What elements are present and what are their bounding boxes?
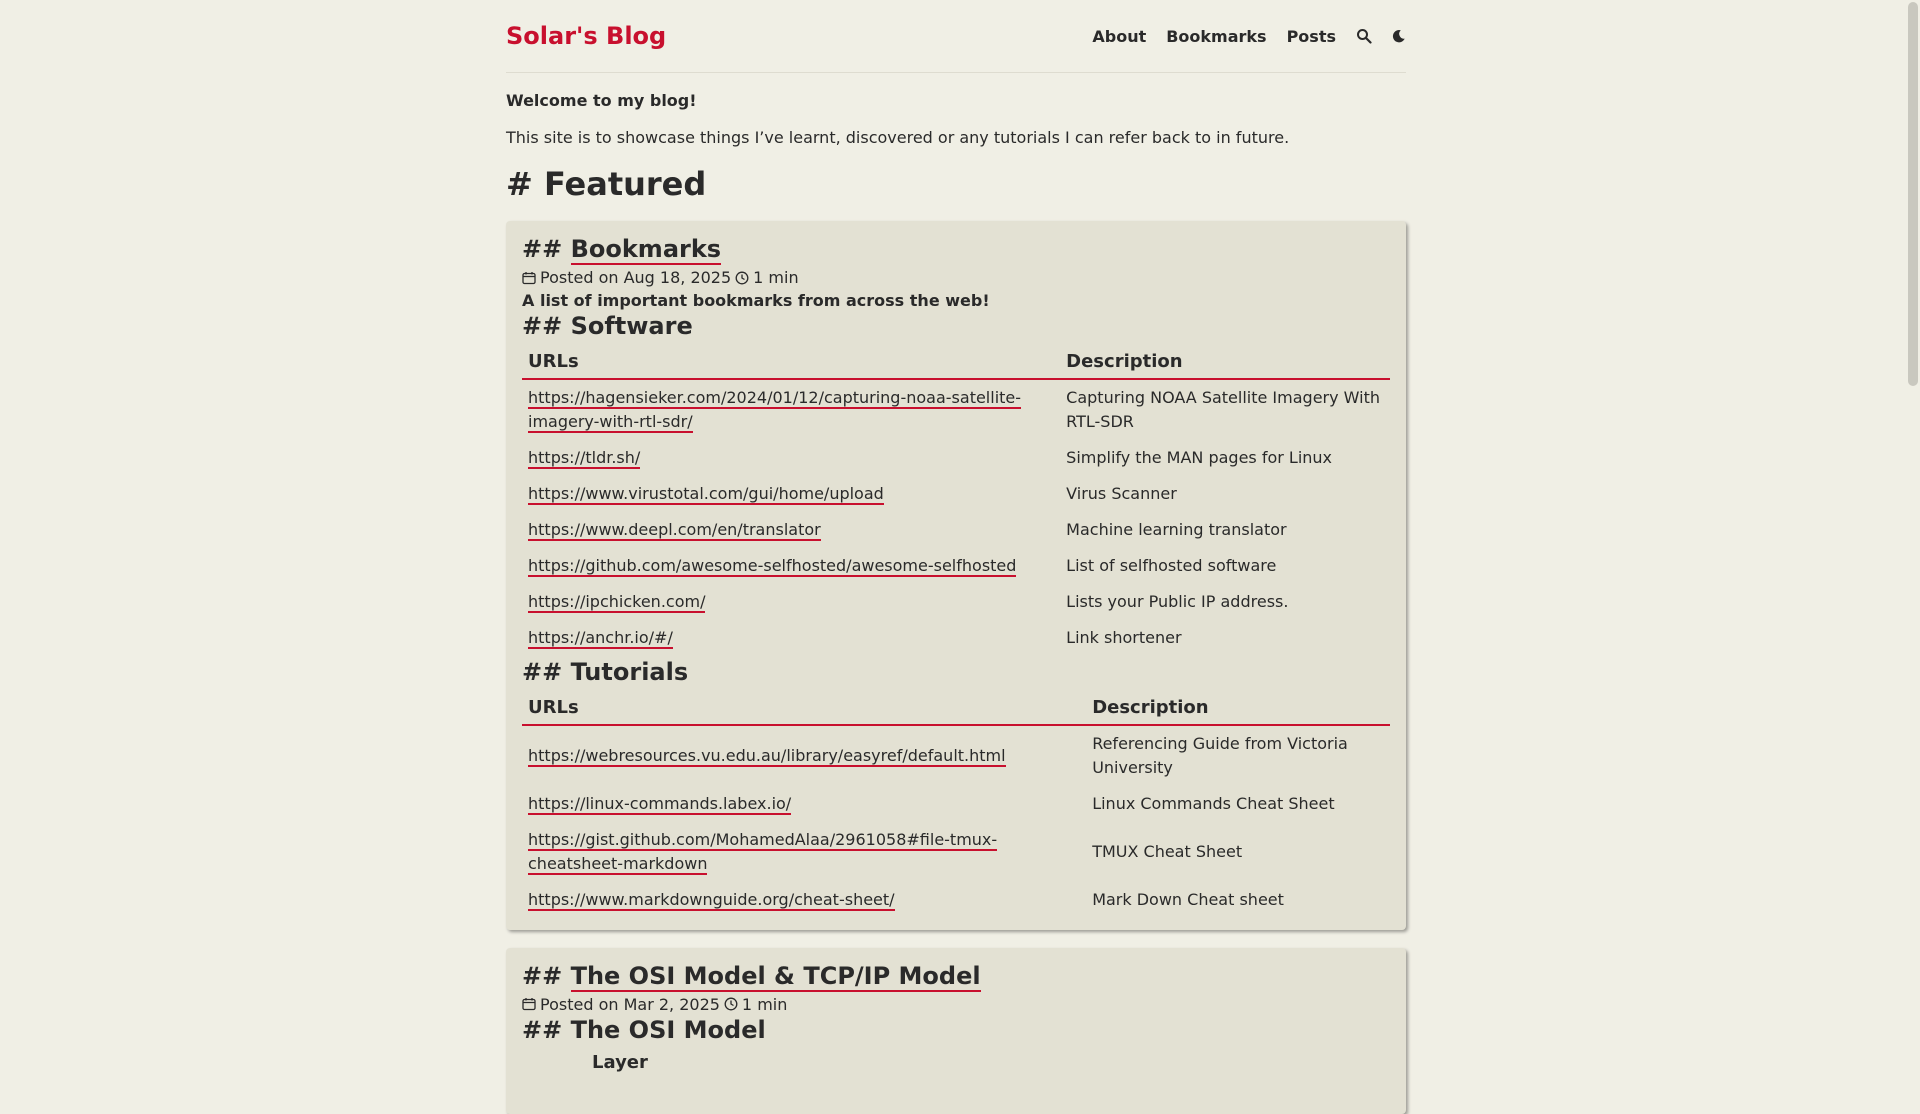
bookmark-link[interactable]: https://www.deepl.com/en/translator	[528, 519, 821, 539]
bookmark-link[interactable]: https://ipchicken.com/	[528, 591, 706, 611]
col-description-header: Description	[1060, 345, 1390, 379]
clock-icon	[724, 997, 738, 1011]
intro-text: This site is to showcase things I’ve learnt, discovered or any tutorials I can refer back to in future.	[506, 128, 1290, 147]
post-summary: A list of important bookmarks from across the web!	[522, 291, 990, 311]
table-row	[522, 476, 1390, 512]
tutorials-table	[522, 691, 1390, 918]
table-row	[522, 822, 1390, 882]
table-row	[522, 725, 1390, 786]
nav-about[interactable]: About	[1092, 26, 1147, 46]
bookmark-link[interactable]: https://hagensieker.com/2024/01/12/capturing-noaa-satellite-imagery-with-rtl-sdr/	[528, 387, 1022, 431]
bookmark-description: Capturing NOAA Satellite Imagery With RTL-SDR	[1066, 387, 1380, 431]
col-urls-header: URLs	[522, 691, 1086, 725]
col-layer-header: Layer	[592, 1052, 648, 1074]
bookmark-description: Referencing Guide from Victoria University	[1092, 733, 1348, 777]
section-software-heading: ## Software	[522, 312, 693, 341]
table-row	[522, 548, 1390, 584]
post-title	[522, 235, 1390, 264]
site-title[interactable]: Solar's Blog	[506, 22, 667, 50]
nav-posts[interactable]: Posts	[1286, 26, 1336, 46]
table-row	[522, 379, 1390, 440]
bookmark-link[interactable]: https://www.virustotal.com/gui/home/upload	[528, 483, 884, 503]
post-title-link[interactable]: The OSI Model & TCP/IP Model	[570, 961, 981, 990]
post-title-prefix: ##	[522, 235, 571, 264]
post-title-link[interactable]: Bookmarks	[570, 235, 722, 264]
table-row	[522, 512, 1390, 548]
post-date: Posted on Mar 2, 2025	[540, 994, 720, 1014]
bookmark-description: TMUX Cheat Sheet	[1092, 841, 1243, 861]
scrollbar-thumb[interactable]	[1908, 2, 1918, 386]
bookmark-description: Linux Commands Cheat Sheet	[1092, 793, 1335, 813]
table-row	[522, 620, 1390, 656]
bookmark-description: List of selfhosted software	[1066, 555, 1277, 575]
bookmark-description: Link shortener	[1066, 627, 1182, 647]
moon-icon[interactable]	[1392, 29, 1406, 43]
clock-icon	[735, 271, 749, 285]
bookmark-link[interactable]: https://linux-commands.labex.io/	[528, 793, 792, 813]
post-meta	[522, 268, 1390, 287]
bookmark-link[interactable]: https://webresources.vu.edu.au/library/easyref/default.html	[528, 745, 1006, 765]
post-meta	[522, 995, 1390, 1014]
search-icon[interactable]	[1356, 28, 1372, 44]
bookmark-description: Lists your Public IP address.	[1066, 591, 1289, 611]
calendar-icon	[522, 997, 536, 1011]
bookmark-link[interactable]: https://www.markdownguide.org/cheat-sheet/	[528, 889, 895, 909]
bookmark-link[interactable]: https://github.com/awesome-selfhosted/awesome-selfhosted	[528, 555, 1017, 575]
software-table	[522, 345, 1390, 656]
post-title	[522, 962, 1390, 991]
read-time: 1 min	[741, 994, 788, 1014]
bookmark-link[interactable]: https://anchr.io/#/	[528, 627, 673, 647]
site-header	[506, 0, 1406, 73]
section-osi-heading: ## The OSI Model	[522, 1015, 766, 1044]
nav-bookmarks[interactable]: Bookmarks	[1166, 26, 1267, 46]
read-time: 1 min	[753, 268, 799, 288]
bookmark-description: Machine learning translator	[1066, 519, 1287, 539]
featured-heading: # Featured	[506, 165, 707, 203]
bookmark-description: Mark Down Cheat sheet	[1092, 889, 1284, 909]
post-card-osi	[506, 948, 1406, 1114]
bookmark-description: Simplify the MAN pages for Linux	[1066, 447, 1333, 467]
main-nav	[1092, 27, 1406, 46]
bookmark-description: Virus Scanner	[1066, 483, 1177, 503]
scrollbar-track[interactable]	[1906, 0, 1920, 1080]
bookmark-link[interactable]: https://gist.github.com/MohamedAlaa/2961058#file-tmux-cheatsheet-markdown	[528, 829, 998, 873]
table-row	[522, 882, 1390, 918]
post-card-bookmarks	[506, 221, 1406, 929]
post-title-prefix: ##	[522, 961, 571, 990]
table-row	[522, 584, 1390, 620]
col-urls-header: URLs	[522, 345, 1060, 379]
col-description-header: Description	[1086, 691, 1390, 725]
table-row	[522, 440, 1390, 476]
page	[506, 0, 1406, 1114]
calendar-icon	[522, 271, 536, 285]
table-row	[522, 786, 1390, 822]
section-tutorials-heading: ## Tutorials	[522, 657, 689, 686]
welcome-text: Welcome to my blog!	[506, 91, 697, 110]
bookmark-link[interactable]: https://tldr.sh/	[528, 447, 641, 467]
post-date: Posted on Aug 18, 2025	[540, 268, 732, 288]
